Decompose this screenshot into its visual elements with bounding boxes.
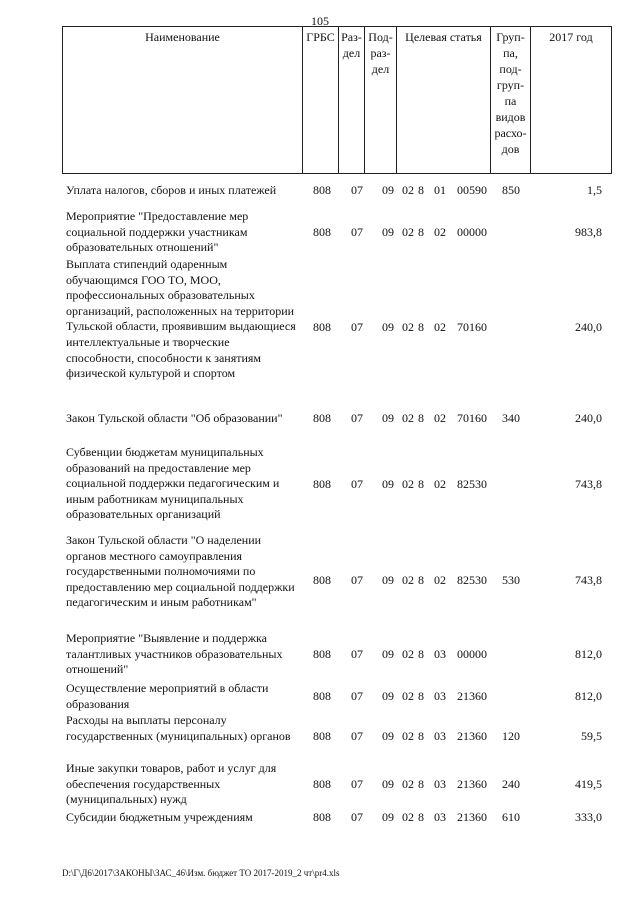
row-group: 240 bbox=[502, 777, 520, 791]
table-header bbox=[62, 26, 612, 174]
row-sum: 419,5 bbox=[575, 777, 602, 791]
header-grbs: ГРБС bbox=[303, 27, 339, 173]
row-name: Иные закупки товаров, работ и услуг для обеспечения государственных (муниципальных) нужд bbox=[66, 761, 277, 807]
row-razdel: 07 bbox=[351, 411, 363, 425]
row-podrazdel: 09 bbox=[382, 183, 394, 197]
row-target-event: 03 bbox=[434, 810, 446, 824]
file-path-footer: D:\Г\Д6\2017\ЗАКОНЫ\ЗАС_46\Изм. бюджет ТО 2017-2019_2 чт\pr4.xls bbox=[62, 868, 340, 878]
row-target-event: 01 bbox=[434, 183, 446, 197]
row-target-subprogram: 8 bbox=[418, 647, 424, 661]
row-podrazdel: 09 bbox=[382, 573, 394, 587]
row-target-event: 02 bbox=[434, 320, 446, 334]
table-row bbox=[62, 681, 612, 713]
row-target-subprogram: 8 bbox=[418, 689, 424, 703]
row-sum: 240,0 bbox=[575, 411, 602, 425]
row-target-subprogram: 8 bbox=[418, 477, 424, 491]
row-target-program: 02 bbox=[402, 573, 414, 587]
row-grbs: 808 bbox=[313, 477, 331, 491]
row-target-event: 02 bbox=[434, 573, 446, 587]
row-razdel: 07 bbox=[351, 810, 363, 824]
row-target-event: 03 bbox=[434, 729, 446, 743]
row-sum: 240,0 bbox=[575, 320, 602, 334]
header-year: 2017 год bbox=[549, 30, 593, 44]
row-sum: 983,8 bbox=[575, 225, 602, 239]
row-sum: 743,8 bbox=[575, 477, 602, 491]
table-row bbox=[62, 183, 612, 199]
row-razdel: 07 bbox=[351, 689, 363, 703]
table-row bbox=[62, 411, 612, 427]
row-group: 340 bbox=[502, 411, 520, 425]
row-target-program: 02 bbox=[402, 225, 414, 239]
row-target-direction: 21360 bbox=[457, 777, 487, 791]
row-name: Уплата налогов, сборов и иных платежей bbox=[66, 183, 277, 197]
row-podrazdel: 09 bbox=[382, 225, 394, 239]
row-razdel: 07 bbox=[351, 729, 363, 743]
row-grbs: 808 bbox=[313, 810, 331, 824]
row-target-direction: 82530 bbox=[457, 477, 487, 491]
row-target-program: 02 bbox=[402, 183, 414, 197]
row-target-event: 03 bbox=[434, 647, 446, 661]
row-target-event: 03 bbox=[434, 777, 446, 791]
row-target-subprogram: 8 bbox=[418, 729, 424, 743]
row-target-event: 02 bbox=[434, 225, 446, 239]
row-target-subprogram: 8 bbox=[418, 573, 424, 587]
row-target-program: 02 bbox=[402, 810, 414, 824]
row-podrazdel: 09 bbox=[382, 729, 394, 743]
row-name: Выплата стипендий одаренным обучающимся ГОО ТО, МОО, профессиональных образовательных организаций, расположенных на территории Тульской области, проявившим выдающиеся интеллектуальные и творческие способности, способности к занятиям физической культурой и спортом bbox=[66, 257, 296, 381]
row-sum: 812,0 bbox=[575, 689, 602, 703]
row-target-direction: 21360 bbox=[457, 729, 487, 743]
row-razdel: 07 bbox=[351, 225, 363, 239]
row-target-subprogram: 8 bbox=[418, 777, 424, 791]
row-sum: 1,5 bbox=[587, 183, 602, 197]
row-target-direction: 21360 bbox=[457, 689, 487, 703]
row-target-event: 02 bbox=[434, 477, 446, 491]
row-grbs: 808 bbox=[313, 729, 331, 743]
header-razdel: Раз- дел bbox=[339, 27, 365, 173]
row-target-direction: 00590 bbox=[457, 183, 487, 197]
row-target-direction: 00000 bbox=[457, 647, 487, 661]
row-grbs: 808 bbox=[313, 647, 331, 661]
header-target-article: Целевая статья bbox=[397, 27, 491, 173]
row-podrazdel: 09 bbox=[382, 647, 394, 661]
row-group: 120 bbox=[502, 729, 520, 743]
row-sum: 333,0 bbox=[575, 810, 602, 824]
row-target-program: 02 bbox=[402, 729, 414, 743]
header-name: Наименование bbox=[63, 27, 303, 173]
row-grbs: 808 bbox=[313, 183, 331, 197]
row-podrazdel: 09 bbox=[382, 810, 394, 824]
row-podrazdel: 09 bbox=[382, 777, 394, 791]
row-podrazdel: 09 bbox=[382, 477, 394, 491]
row-target-subprogram: 8 bbox=[418, 225, 424, 239]
row-name: Субвенции бюджетам муниципальных образований на предоставление мер социальной поддержки педагогическим и иным работникам муниципальных образовательных организаций bbox=[66, 445, 280, 522]
row-target-event: 02 bbox=[434, 411, 446, 425]
row-grbs: 808 bbox=[313, 320, 331, 334]
row-target-program: 02 bbox=[402, 477, 414, 491]
table-row bbox=[62, 533, 612, 627]
row-grbs: 808 bbox=[313, 689, 331, 703]
table-row bbox=[62, 631, 612, 678]
table-row bbox=[62, 209, 612, 256]
row-target-program: 02 bbox=[402, 777, 414, 791]
row-razdel: 07 bbox=[351, 183, 363, 197]
row-group: 530 bbox=[502, 573, 520, 587]
row-razdel: 07 bbox=[351, 320, 363, 334]
row-grbs: 808 bbox=[313, 225, 331, 239]
row-target-direction: 70160 bbox=[457, 320, 487, 334]
row-grbs: 808 bbox=[313, 573, 331, 587]
table-row bbox=[62, 810, 612, 826]
row-grbs: 808 bbox=[313, 411, 331, 425]
row-sum: 59,5 bbox=[581, 729, 602, 743]
row-target-program: 02 bbox=[402, 647, 414, 661]
row-name: Мероприятие "Предоставление мер социальной поддержки участникам образовательных отношений" bbox=[66, 209, 249, 255]
row-target-subprogram: 8 bbox=[418, 320, 424, 334]
row-target-program: 02 bbox=[402, 320, 414, 334]
row-razdel: 07 bbox=[351, 573, 363, 587]
row-target-program: 02 bbox=[402, 689, 414, 703]
table-row bbox=[62, 445, 612, 524]
row-group: 610 bbox=[502, 810, 520, 824]
row-razdel: 07 bbox=[351, 477, 363, 491]
table-row bbox=[62, 713, 612, 760]
row-target-subprogram: 8 bbox=[418, 810, 424, 824]
row-podrazdel: 09 bbox=[382, 411, 394, 425]
header-group: Груп- па, под- груп- па видов расхо- дов bbox=[491, 27, 531, 173]
row-target-subprogram: 8 bbox=[418, 411, 424, 425]
row-name: Субсидии бюджетным учреждениям bbox=[66, 810, 253, 824]
row-sum: 812,0 bbox=[575, 647, 602, 661]
row-name: Закон Тульской области "Об образовании" bbox=[66, 411, 283, 425]
row-group: 850 bbox=[502, 183, 520, 197]
header-podrazdel: Под- раз- дел bbox=[365, 27, 397, 173]
row-razdel: 07 bbox=[351, 647, 363, 661]
row-target-direction: 21360 bbox=[457, 810, 487, 824]
row-target-event: 03 bbox=[434, 689, 446, 703]
row-name: Расходы на выплаты персоналу государственных (муниципальных) органов bbox=[66, 713, 291, 743]
page-number: 105 bbox=[311, 14, 329, 28]
row-target-direction: 70160 bbox=[457, 411, 487, 425]
row-sum: 743,8 bbox=[575, 573, 602, 587]
table-row bbox=[62, 257, 612, 398]
row-name: Закон Тульской области "О наделении органов местного самоуправления государственными полномочиями по предоставлению мер социальной поддержки педагогическим и иным работникам" bbox=[66, 533, 295, 610]
row-target-direction: 82530 bbox=[457, 573, 487, 587]
row-name: Мероприятие "Выявление и поддержка талантливых участников образовательных отношений" bbox=[66, 631, 283, 677]
row-podrazdel: 09 bbox=[382, 689, 394, 703]
row-name: Осуществление мероприятий в области образования bbox=[66, 681, 269, 711]
row-grbs: 808 bbox=[313, 777, 331, 791]
table-row bbox=[62, 761, 612, 808]
row-razdel: 07 bbox=[351, 777, 363, 791]
row-target-direction: 00000 bbox=[457, 225, 487, 239]
row-target-program: 02 bbox=[402, 411, 414, 425]
row-target-subprogram: 8 bbox=[418, 183, 424, 197]
row-podrazdel: 09 bbox=[382, 320, 394, 334]
